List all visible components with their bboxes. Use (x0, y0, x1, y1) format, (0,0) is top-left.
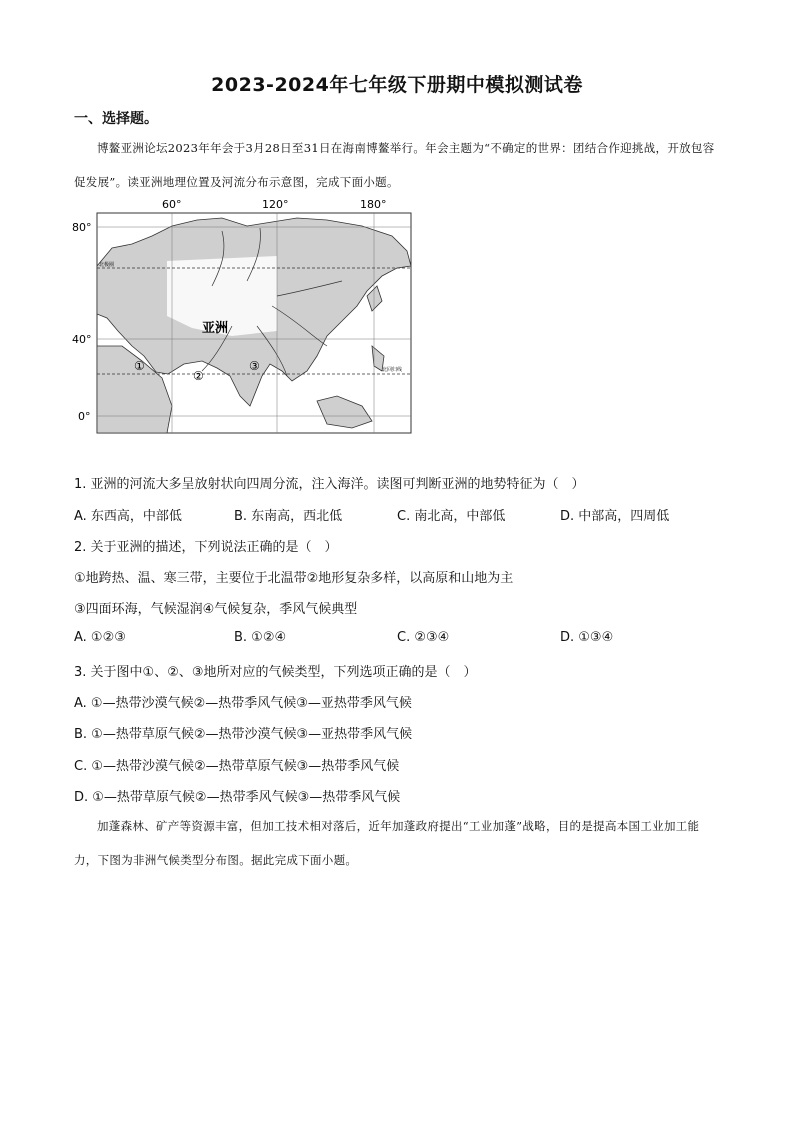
q2-statement-line-2: ③四面环海，气候湿润④气候复杂，季风气候典型 (74, 602, 358, 617)
tropic-label: 北回归线 (382, 367, 403, 373)
section-heading: 一、选择题。 (74, 111, 158, 127)
q1-stem: 1. 亚洲的河流大多呈放射状向四周分流，注入海洋。读图可判断亚洲的地势特征为（ ） (74, 477, 585, 492)
marker-2: ② (193, 369, 204, 383)
intro-paragraph-1: 博鳌亚洲论坛2023年年会于3月28日至31日在海南博鳌举行。年会主题为“不确定的世界：团结合作迎挑战，开放包容促发展”。读亚洲地理位置及河流分布示意图，完成下面小题。 (74, 141, 715, 189)
q3-option-b[interactable]: B. ①—热带草原气候②—热带沙漠气候③—亚热带季风气候 (74, 727, 413, 742)
q1-option-c[interactable]: C. 南北高，中部低 (397, 509, 506, 524)
q2-stem: 2. 关于亚洲的描述，下列说法正确的是（ ） (74, 540, 338, 555)
arctic-circle-label: 北极圈 (99, 262, 115, 268)
q1-option-d[interactable]: D. 中部高，四周低 (560, 509, 670, 524)
lat-label-0: 0° (78, 410, 91, 423)
marker-1: ① (134, 359, 145, 373)
q2-option-d[interactable]: D. ①③④ (560, 630, 614, 645)
lon-label-60: 60° (162, 198, 182, 211)
q2-option-a[interactable]: A. ①②③ (74, 630, 126, 645)
asia-label: 亚洲 (202, 321, 229, 336)
q3-option-a[interactable]: A. ①—热带沙漠气候②—热带季风气候③—亚热带季风气候 (74, 696, 412, 711)
q3-option-c[interactable]: C. ①—热带沙漠气候②—热带草原气候③—热带季风气候 (74, 759, 400, 774)
q3-stem: 3. 关于图中①、②、③地所对应的气候类型，下列选项正确的是（ ） (74, 665, 477, 680)
q2-option-b[interactable]: B. ①②④ (234, 630, 287, 645)
lon-label-180: 180° (360, 198, 387, 211)
q1-option-a[interactable]: A. 东西高，中部低 (74, 509, 182, 524)
marker-3: ③ (249, 359, 260, 373)
q2-statement-line-1: ①地跨热、温、寒三带，主要位于北温带②地形复杂多样，以高原和山地为主 (74, 571, 514, 586)
q1-option-b[interactable]: B. 东南高，西北低 (234, 509, 343, 524)
q2-option-c[interactable]: C. ②③④ (397, 630, 450, 645)
lat-label-40: 40° (72, 333, 92, 346)
lon-label-120: 120° (262, 198, 289, 211)
q3-option-d[interactable]: D. ①—热带草原气候②—热带季风气候③—热带季风气候 (74, 790, 401, 805)
page-title: 2023-2024年七年级下册期中模拟测试卷 (211, 74, 583, 96)
asia-map (72, 196, 422, 460)
lat-label-80: 80° (72, 221, 92, 234)
intro-paragraph-2: 加蓬森林、矿产等资源丰富，但加工技术相对落后，近年加蓬政府提出“工业加蓬”战略，目的是提高本国工业加工能力，下图为非洲气候类型分布图。据此完成下面小题。 (74, 819, 700, 867)
